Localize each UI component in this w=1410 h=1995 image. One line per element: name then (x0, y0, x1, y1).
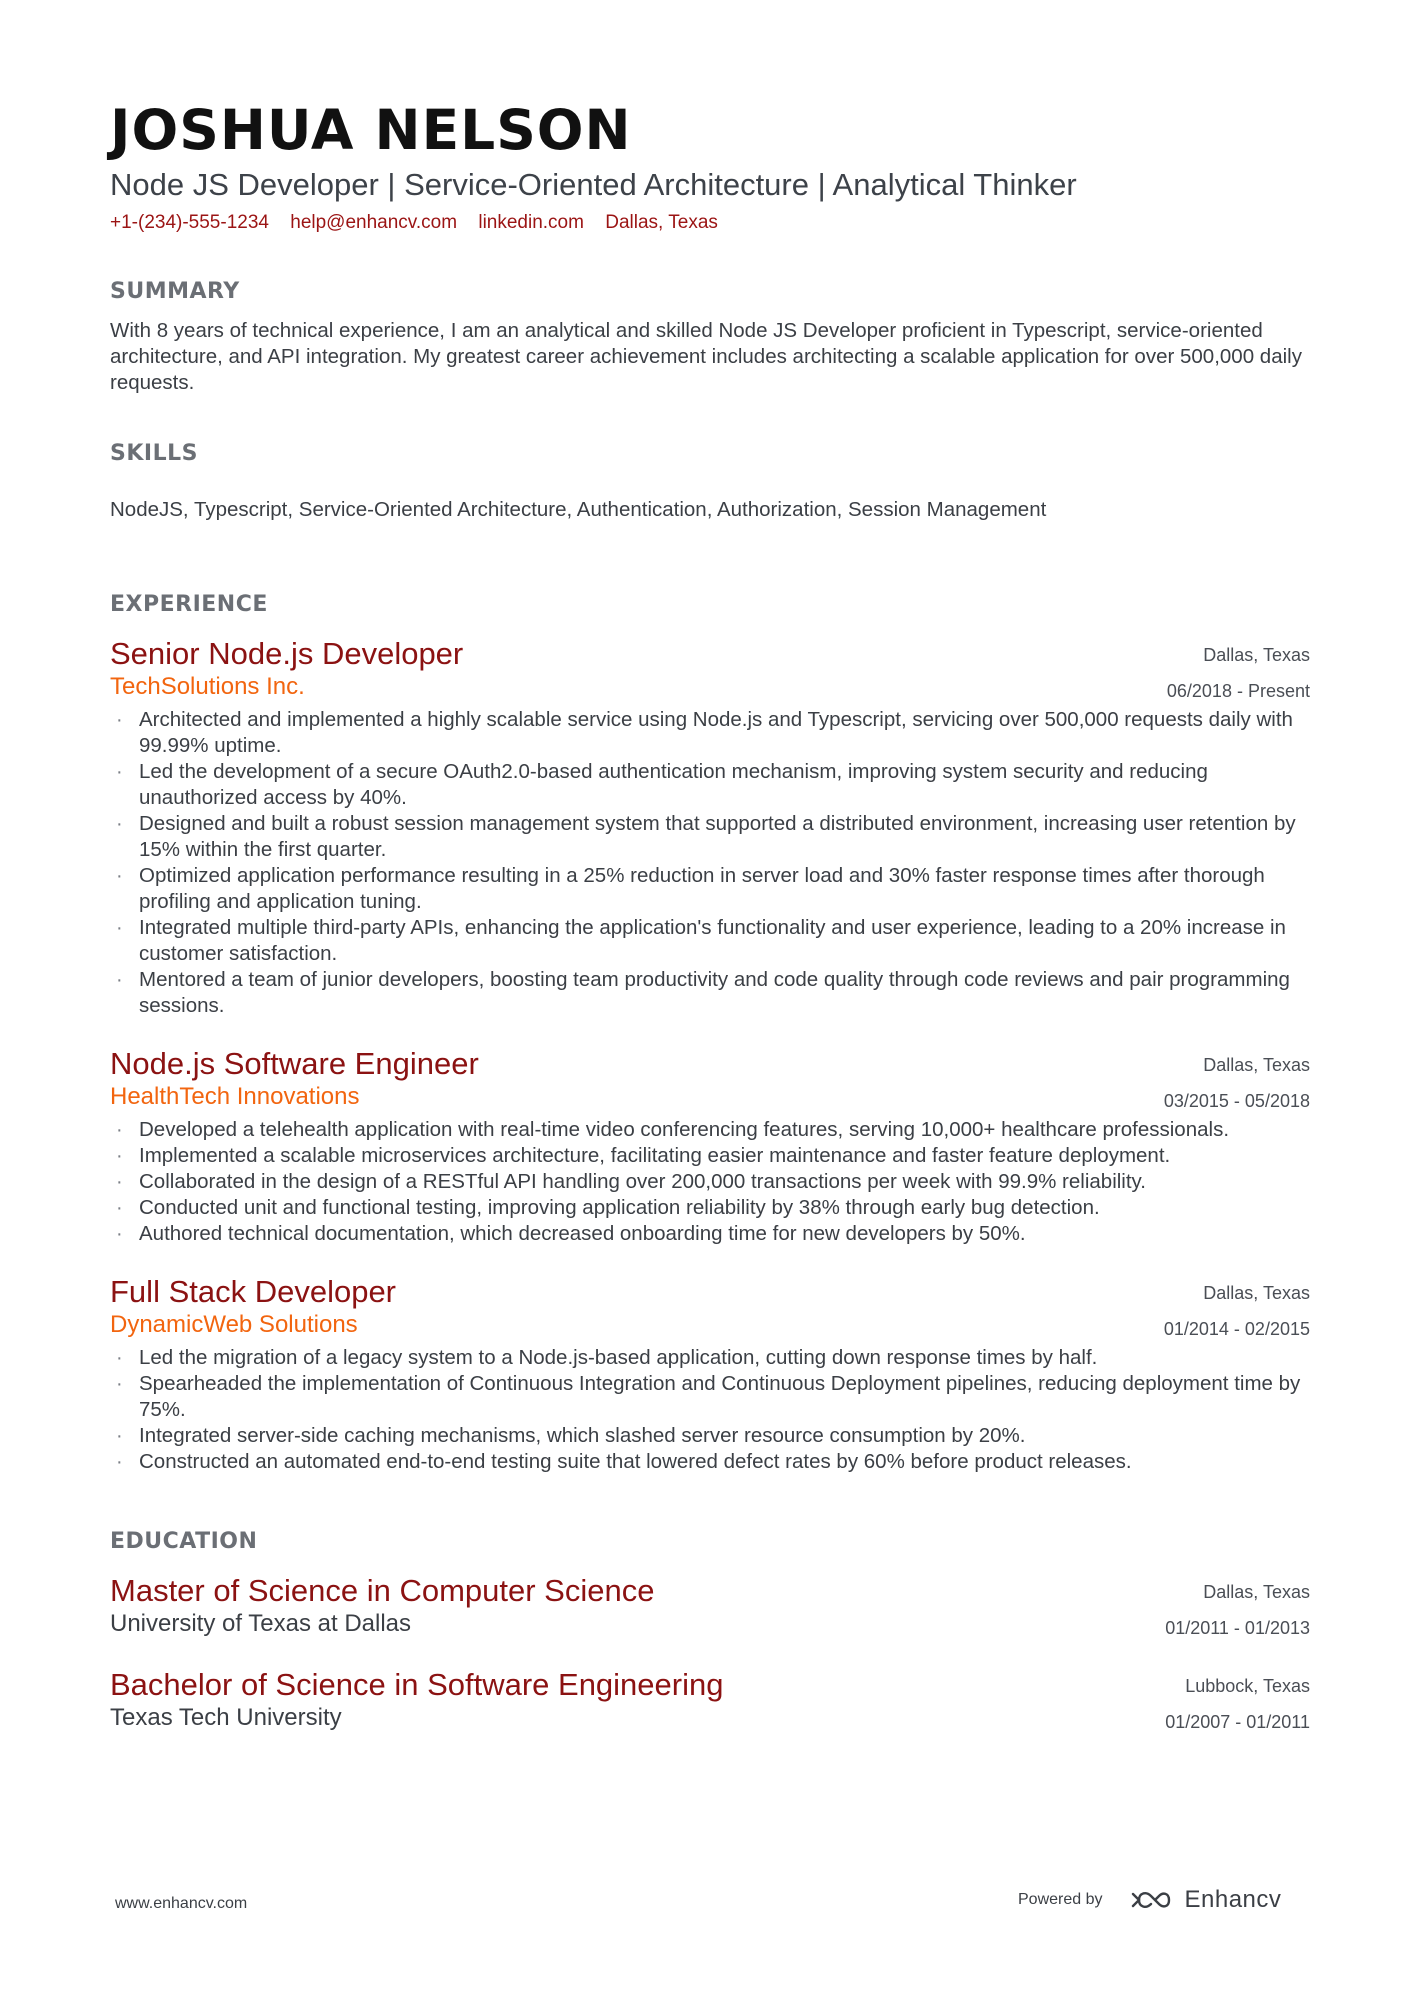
section-title-education: EDUCATION (110, 1529, 258, 1554)
education-entry (110, 1666, 1310, 1732)
footer-website-link[interactable]: www.enhancv.com (115, 1895, 248, 1912)
bullet-item: · Collaborated in the design of a RESTful API handling over 200,000 transactions per week with 99.9% reliability. (110, 1169, 1310, 1195)
degree-title: Bachelor of Science in Software Engineering (110, 1667, 724, 1702)
powered-by-label: Powered by (1018, 1891, 1103, 1908)
footer-branding[interactable] (1018, 1880, 1281, 1920)
job-bullets (110, 707, 1310, 1019)
bullet-item: · Led the development of a secure OAuth2.0-based authentication mechanism, improving system security and reducing unauthorized access by 40%. (110, 759, 1310, 811)
bullet-item: · Led the migration of a legacy system to a Node.js-based application, cutting down response times by half. (110, 1345, 1310, 1371)
degree-title: Master of Science in Computer Science (110, 1573, 655, 1608)
experience-entry (110, 1273, 1310, 1475)
job-dates: 03/2015 - 05/2018 (1163, 1091, 1310, 1111)
bullet-item: · Mentored a team of junior developers, boosting team productivity and code quality through code reviews and pair programming sessions. (110, 967, 1310, 1019)
phone[interactable]: +1-(234)-555-1234 (110, 212, 269, 233)
job-dates: 06/2018 - Present (1166, 681, 1310, 701)
education-location: Dallas, Texas (1203, 1582, 1310, 1602)
linkedin-link[interactable]: linkedin.com (478, 212, 584, 233)
skills-text: NodeJS, Typescript, Service-Oriented Architecture, Authentication, Authorization, Session Management (110, 498, 1047, 521)
bullet-item: · Authored technical documentation, which decreased onboarding time for new developers by 50%. (110, 1221, 1310, 1247)
bullet-item: · Conducted unit and functional testing, improving application reliability by 38% through early bug detection. (110, 1195, 1310, 1221)
job-title: Senior Node.js Developer (110, 636, 464, 671)
bullet-item: · Developed a telehealth application with real-time video conferencing features, serving 10,000+ healthcare professionals. (110, 1117, 1310, 1143)
education-dates: 01/2007 - 01/2011 (1165, 1712, 1310, 1732)
section-title-experience: EXPERIENCE (110, 592, 268, 617)
job-bullets (110, 1117, 1310, 1247)
experience-entry (110, 635, 1310, 1019)
bullet-item: · Spearheaded the implementation of Continuous Integration and Continuous Deployment pipelines, reducing deployment time by 75%. (110, 1371, 1310, 1423)
section-title-skills: SKILLS (110, 441, 198, 466)
job-bullets (110, 1345, 1310, 1475)
bullet-item: · Designed and built a robust session management system that supported a distributed environment, increasing user retention by 15% within the first quarter. (110, 811, 1310, 863)
enhancv-logo-icon (1129, 1887, 1175, 1913)
bullet-item: · Implemented a scalable microservices architecture, facilitating easier maintenance and faster feature deployment. (110, 1143, 1310, 1169)
education-entry (110, 1572, 1310, 1638)
bullet-item: · Optimized application performance resulting in a 25% reduction in server load and 30% faster response times after thorough profiling and application tuning. (110, 863, 1310, 915)
company-name: HealthTech Innovations (110, 1083, 360, 1110)
headline: Node JS Developer | Service-Oriented Architecture | Analytical Thinker (110, 167, 1077, 202)
bullet-item: · Architected and implemented a highly scalable service using Node.js and Typescript, servicing over 500,000 requests daily with 99.99% uptime. (110, 707, 1310, 759)
email[interactable]: help@enhancv.com (290, 212, 458, 233)
school-name: Texas Tech University (110, 1704, 342, 1731)
bullet-item: · Constructed an automated end-to-end testing suite that lowered defect rates by 60% before product releases. (110, 1449, 1310, 1475)
education-location: Lubbock, Texas (1185, 1676, 1310, 1696)
job-title: Full Stack Developer (110, 1274, 397, 1309)
summary-text: With 8 years of technical experience, I am an analytical and skilled Node JS Developer proficient in Typescript, service-oriented architecture, and API integration. My greatest career achievement includes architecting a scalable application for over 500,000 daily requests. (110, 319, 1302, 394)
experience-entry (110, 1045, 1310, 1247)
school-name: University of Texas at Dallas (110, 1610, 412, 1637)
job-location: Dallas, Texas (1203, 1283, 1310, 1303)
job-location: Dallas, Texas (1203, 645, 1310, 665)
job-title: Node.js Software Engineer (110, 1046, 479, 1081)
job-location: Dallas, Texas (1203, 1055, 1310, 1075)
contact-info (110, 212, 1310, 234)
company-name: DynamicWeb Solutions (110, 1311, 358, 1338)
resume-page (110, 96, 1310, 1732)
location: Dallas, Texas (605, 212, 718, 233)
education-dates: 01/2011 - 01/2013 (1165, 1618, 1310, 1638)
company-name: TechSolutions Inc. (110, 673, 305, 700)
brand-name: Enhancv (1184, 1886, 1282, 1913)
bullet-item: · Integrated multiple third-party APIs, enhancing the application's functionality and user experience, leading to a 20% increase in customer satisfaction. (110, 915, 1310, 967)
candidate-name: JOSHUA NELSON (110, 98, 632, 162)
section-title-summary: SUMMARY (110, 279, 240, 304)
bullet-item: · Integrated server-side caching mechanisms, which slashed server resource consumption by 20%. (110, 1423, 1310, 1449)
job-dates: 01/2014 - 02/2015 (1163, 1319, 1310, 1339)
